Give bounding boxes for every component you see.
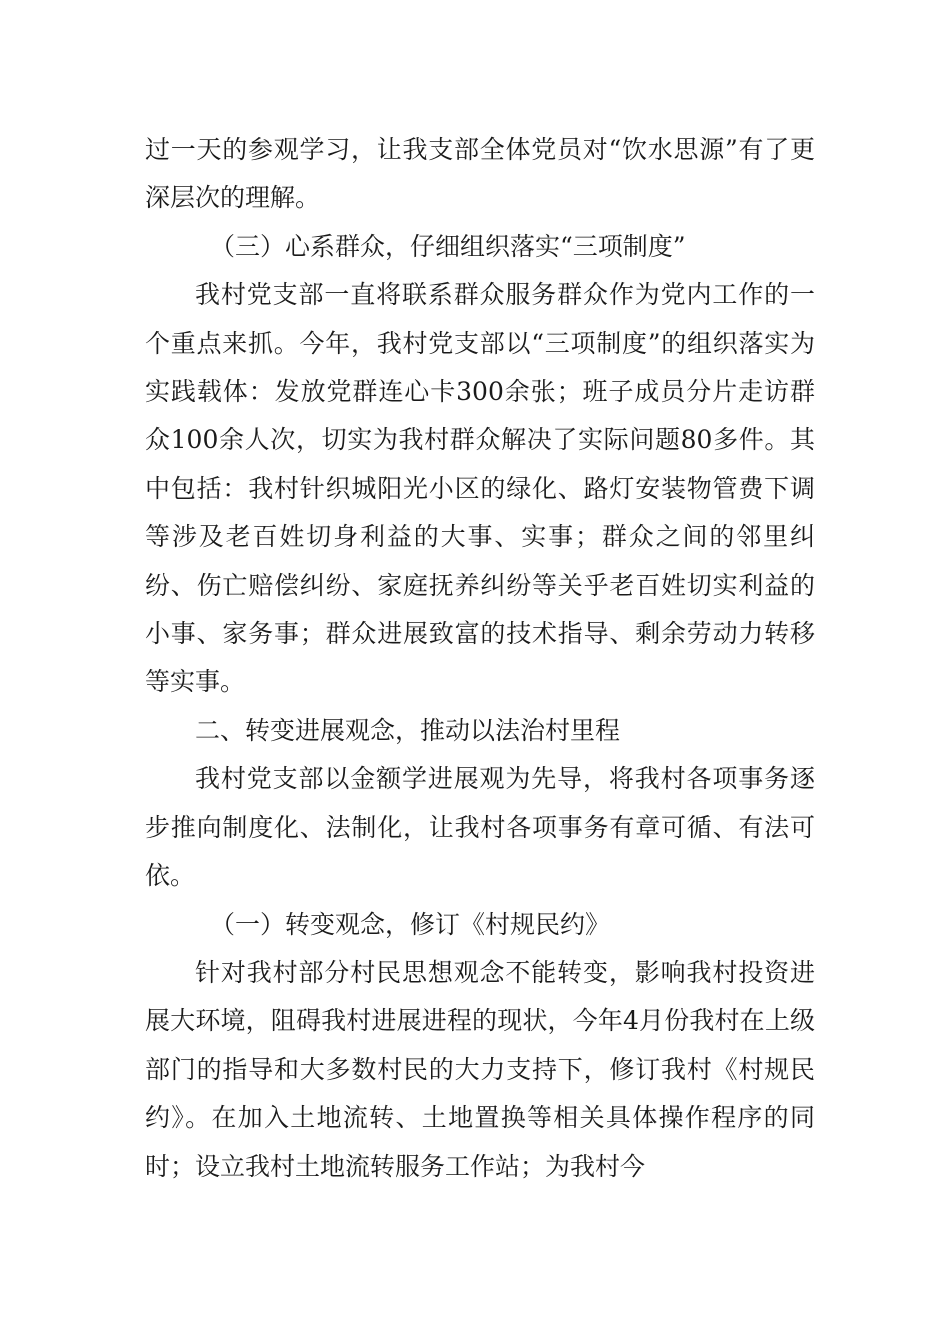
chapter-heading-rule-of-law: 二、转变进展观念，推动以法治村里程 <box>195 715 621 745</box>
paragraph-serving-masses: 我村党支部一直将联系群众服务群众作为党内工作的一个重点来抓。今年，我村党支部以“三项制度”的组织落实为实践载体：发放党群连心卡300余张；班子成员分片走访群众100余人次，切实为我村群众解决了实际问题80多件。其中包括：我村针织城阳光小区的绿化、路灯安装物管费下调等涉及老百姓切身利益的大事、实事；群众之间的邻里纠纷、伤亡赔偿纠纷、家庭抚养纠纷等关乎老百姓切实利益的小事、家务事；群众进展致富的技术指导、剩余劳动力转移等实事。 <box>145 280 815 697</box>
section-heading-three-systems: （三）心系群众，仔细组织落实“三项制度” <box>210 231 686 261</box>
document-page <box>145 126 815 1191</box>
paragraph-study-tour: 过一天的参观学习，让我支部全体党员对“饮水思源”有了更深层次的理解。 <box>145 135 815 213</box>
section-heading-village-rules: （一）转变观念，修订《村规民约》 <box>210 909 611 939</box>
paragraph-institutionalization: 我村党支部以金额学进展观为先导，将我村各项事务逐步推向制度化、法制化，让我村各项事务有章可循、有法可依。 <box>145 764 815 891</box>
paragraph-village-rules-revision: 针对我村部分村民思想观念不能转变，影响我村投资进展大环境，阻碍我村进展进程的现状，今年4月份我村在上级部门的指导和大多数村民的大力支持下，修订我村《村规民约》。在加入土地流转、土地置换等相关具体操作程序的同时；设立我村土地流转服务工作站；为我村今 <box>145 957 815 1181</box>
